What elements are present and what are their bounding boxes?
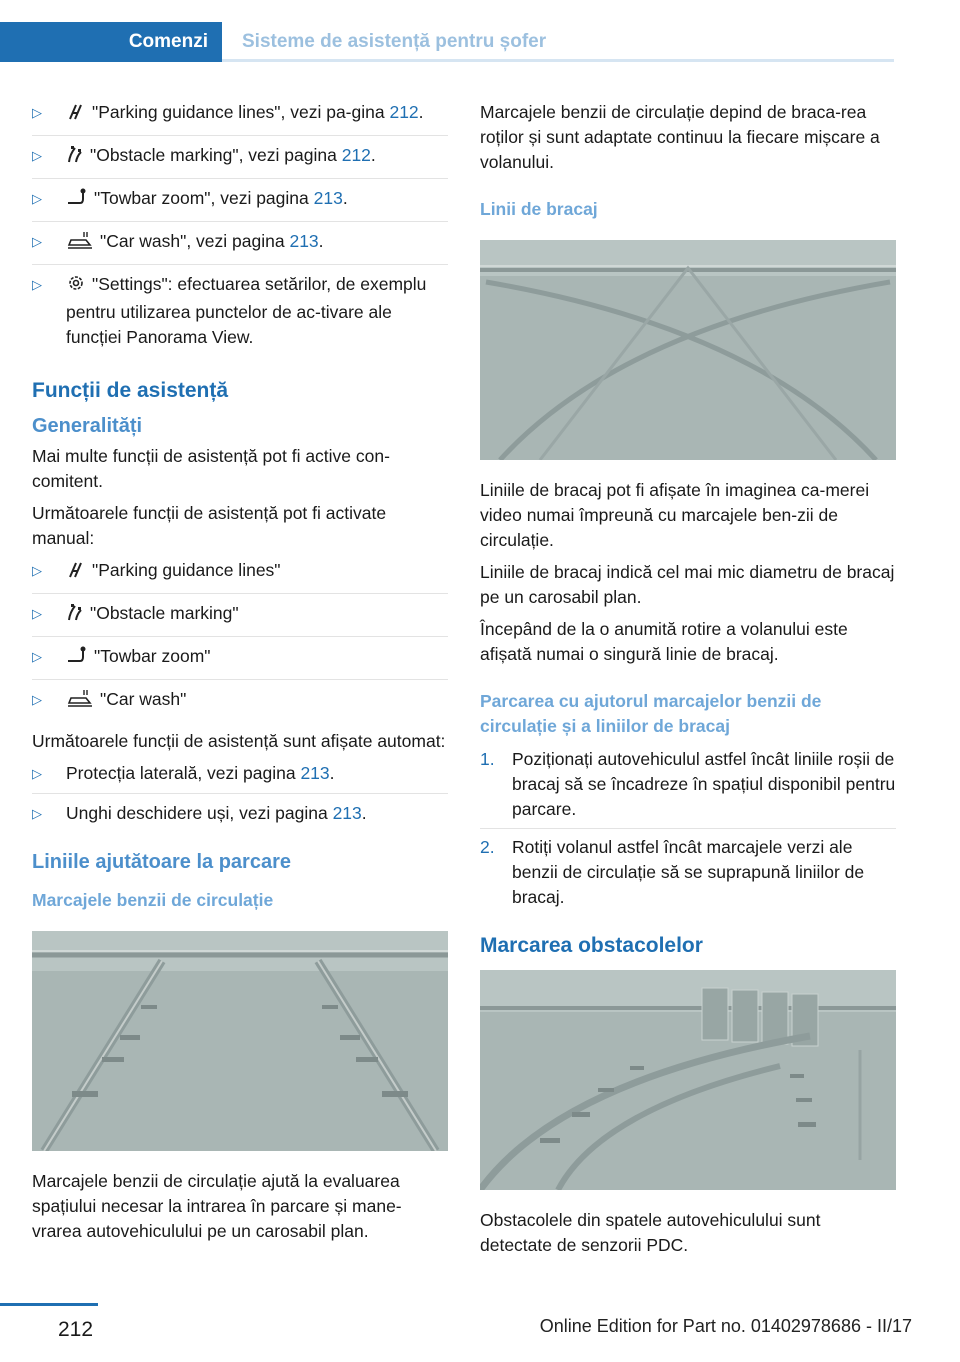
right-column [480, 100, 896, 1265]
triangle-bullet-icon: ▷ [32, 191, 42, 206]
triangle-bullet-icon: ▷ [32, 649, 42, 664]
header-rule [222, 59, 894, 62]
subsubsection-heading: Marcajele benzii de circulație [32, 890, 274, 910]
towbar-icon [66, 187, 88, 214]
triangle-bullet-icon: ▷ [32, 234, 42, 249]
subsection-heading: Liniile ajutătoare la parcare [32, 851, 291, 873]
turning-lines-figure [480, 240, 896, 460]
list-item: ▷ "Car wash", vezi pagina 213. [32, 229, 448, 265]
page-number-rule [0, 1303, 98, 1306]
triangle-bullet-icon: ▷ [32, 606, 42, 621]
obstacle-marking-icon [66, 144, 84, 171]
list-item: 1. Poziționați autovehiculul astfel încât liniile roșii de bracaj să se încadreze în spațiul disponibil pentru parcare. [480, 747, 896, 829]
triangle-bullet-icon: ▷ [32, 105, 42, 120]
step-number: 1. [480, 749, 495, 769]
paragraph: Liniile de bracaj pot fi afișate în imaginea ca‐merei video numai împreună cu marcajele ben‐zii de circulație. [480, 480, 870, 550]
page-link[interactable]: 213 [313, 188, 343, 208]
page-link[interactable]: 213 [300, 763, 330, 783]
paragraph: Liniile de bracaj indică cel mai mic diametru de bracaj pe un carosabil plan. [480, 562, 895, 607]
paragraph: Marcajele benzii de circulație depind de braca‐rea roților și sunt adaptate continuu la fiecare mișcare a volanului. [480, 102, 880, 172]
lane-markings-figure [32, 931, 448, 1151]
paragraph: Următoarele funcții de asistență pot fi activate manual: [32, 503, 387, 548]
page-link[interactable]: 213 [332, 803, 362, 823]
menu-options-list [32, 100, 448, 357]
list-item: 2. Rotiți volanul astfel încât marcajele verzi ale benzii de circulație să se suprapună liniilor de bracaj. [480, 837, 865, 907]
paragraph: Următoarele funcții de asistență sunt afișate automat: [32, 731, 446, 751]
list-item: ▷ "Obstacle marking" [32, 601, 448, 637]
paragraph: Marcajele benzii de circulație ajută la evaluarea spațiului necesar la intrarea în parcare și mane‐vrarea autovehiculului pe un carosabil plan. [32, 1171, 402, 1241]
obstacle-marking-icon [66, 602, 84, 629]
list-item: ▷ Protecția laterală, vezi pagina 213. [32, 761, 448, 794]
edition-footer: Online Edition for Part no. 01402978686 - II/17 [539, 1316, 912, 1336]
triangle-bullet-icon: ▷ [32, 563, 42, 578]
list-item: ▷ "Parking guidance lines" [32, 558, 448, 594]
parking-steps-list [480, 747, 896, 916]
triangle-bullet-icon: ▷ [32, 766, 42, 781]
triangle-bullet-icon: ▷ [32, 148, 42, 163]
chapter-tab[interactable] [0, 22, 222, 62]
left-column [32, 100, 448, 1251]
car-wash-icon [66, 688, 94, 715]
paragraph: Obstacolele din spatele autovehiculului sunt detectate de senzorii PDC. [480, 1210, 821, 1255]
running-header [0, 22, 960, 62]
section-heading: Funcții de asistență [32, 379, 229, 402]
section-heading: Marcarea obstacolelor [480, 934, 703, 957]
chapter-tab-label: Comenzi [128, 31, 208, 52]
list-item: ▷ "Settings": efectuarea setărilor, de exemplu pentru utilizarea punctelor de ac‐tivare ale funcției Panorama View. [32, 274, 427, 347]
section-header-title[interactable]: Sisteme de asistență pentru șofer [242, 31, 547, 52]
settings-gear-icon [66, 273, 86, 300]
car-wash-icon [66, 230, 94, 257]
obstacle-marking-figure [480, 970, 896, 1190]
list-item: ▷ "Towbar zoom", vezi pagina 213. [32, 186, 448, 222]
auto-functions-list [32, 761, 448, 833]
list-item: ▷ "Obstacle marking", vezi pagina 212. [32, 143, 448, 179]
towbar-icon [66, 645, 88, 672]
paragraph: Începând de la o anumită rotire a volanului este afișată numai o singură linie de bracaj. [480, 619, 848, 664]
manual-functions-list [32, 558, 448, 722]
list-item: ▷ "Car wash" [32, 687, 448, 722]
list-item: ▷ "Towbar zoom" [32, 644, 448, 680]
parking-lines-icon [66, 101, 86, 128]
page-link[interactable]: 212 [341, 145, 371, 165]
triangle-bullet-icon: ▷ [32, 277, 42, 292]
step-number: 2. [480, 837, 495, 857]
subsubsection-heading: Linii de bracaj [480, 199, 598, 219]
subsubsection-heading: Parcarea cu ajutorul marcajelor benzii de circulație și a liniilor de bracaj [480, 691, 822, 736]
paragraph: Mai multe funcții de asistență pot fi active con‐comitent. [32, 446, 390, 491]
page-link[interactable]: 212 [389, 102, 419, 122]
list-item: ▷ Unghi deschidere uși, vezi pagina 213. [32, 801, 448, 833]
list-item: ▷ "Parking guidance lines", vezi pa‐gina 212. [32, 100, 448, 136]
triangle-bullet-icon: ▷ [32, 806, 42, 821]
subsection-heading: Generalități [32, 415, 143, 437]
page-link[interactable]: 213 [289, 231, 319, 251]
triangle-bullet-icon: ▷ [32, 692, 42, 707]
parking-lines-icon [66, 559, 86, 586]
page-number: 212 [58, 1318, 94, 1341]
